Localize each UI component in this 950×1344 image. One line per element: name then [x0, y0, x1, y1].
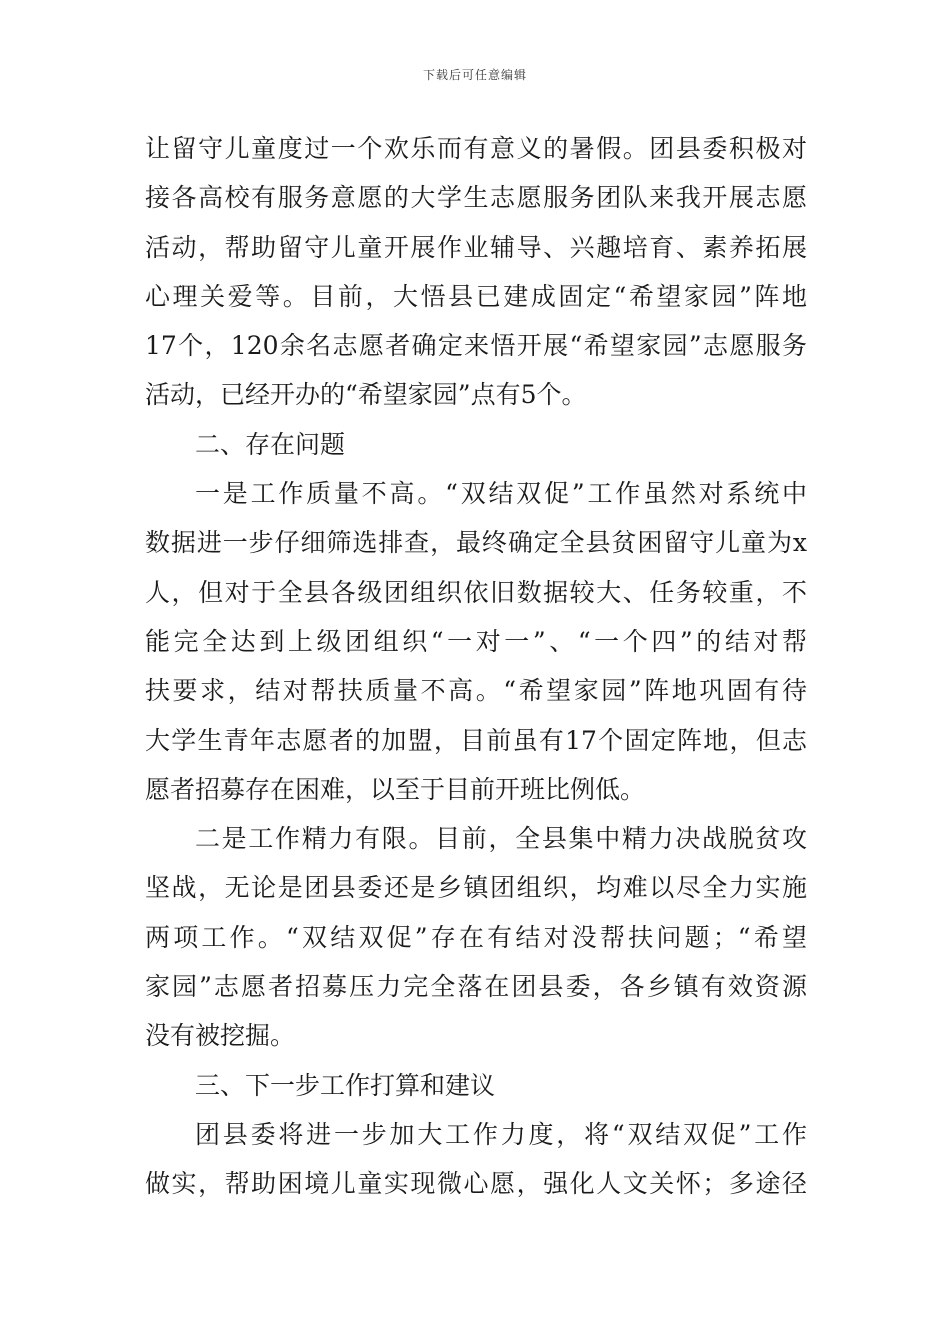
text-line: 能完全达到上级团组织“一对一”、“一个四”的结对帮	[145, 626, 807, 656]
text-line: 活动，帮助留守儿童开展作业辅导、兴趣培育、素养拓展	[145, 232, 807, 262]
body-text	[145, 124, 807, 1209]
text-line: 两项工作。“双结双促”存在有结对没帮扶问题；“希望	[145, 922, 807, 952]
text-line: 一是工作质量不高。“双结双促”工作虽然对系统中	[195, 479, 807, 509]
text-line: 没有被挖掘。	[145, 1021, 296, 1051]
text-line: 人，但对于全县各级团组织依旧数据较大、任务较重，不	[145, 577, 807, 607]
text-line: 接各高校有服务意愿的大学生志愿服务团队来我开展志愿	[145, 183, 807, 213]
text-line: 愿者招募存在困难，以至于目前开班比例低。	[145, 774, 646, 804]
text-line: 做实，帮助困境儿童实现微心愿，强化人文关怀；多途径	[145, 1169, 807, 1199]
section-heading: 三、下一步工作打算和建议	[195, 1070, 496, 1100]
text-line: 数据进一步仔细筛选排查，最终确定全县贫困留守儿童为x	[145, 528, 807, 558]
text-line: 家园”志愿者招募压力完全落在团县委，各乡镇有效资源	[145, 972, 807, 1002]
text-line: 二是工作精力有限。目前，全县集中精力决战脱贫攻	[195, 824, 807, 854]
text-line: 活动，已经开办的“希望家园”点有5个。	[145, 380, 587, 410]
text-line: 大学生青年志愿者的加盟，目前虽有17个固定阵地，但志	[145, 725, 807, 755]
section-heading: 二、存在问题	[195, 429, 346, 459]
text-line: 让留守儿童度过一个欢乐而有意义的暑假。团县委积极对	[145, 134, 807, 163]
text-line: 17个，120余名志愿者确定来悟开展“希望家园”志愿服务	[145, 331, 807, 361]
text-line: 团县委将进一步加大工作力度，将“双结双促”工作	[195, 1119, 807, 1149]
header-note: 下载后可任意编辑	[422, 68, 527, 82]
text-line: 扶要求，结对帮扶质量不高。“希望家园”阵地巩固有待	[145, 676, 807, 706]
text-line: 坚战，无论是团县委还是乡镇团组织，均难以尽全力实施	[145, 873, 807, 903]
text-line: 心理关爱等。目前，大悟县已建成固定“希望家园”阵地	[145, 281, 807, 311]
